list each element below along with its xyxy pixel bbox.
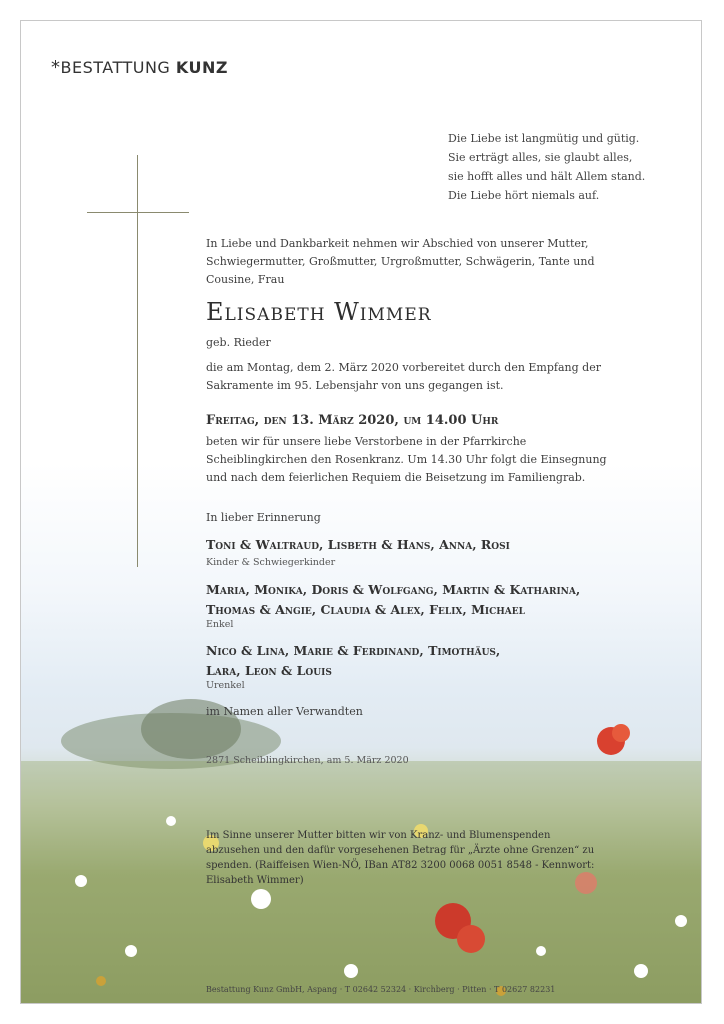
quote-line: Sie erträgt alles, sie glaubt alles, [448,151,633,164]
relatives-line: im Namen aller Verwandten [206,705,363,718]
footer-contact: Bestattung Kunz GmbH, Aspang · T 02642 52324 · Kirchberg · Pitten · T 02627 82231 [206,985,556,994]
mourner-relation: Enkel [206,619,234,630]
mourner-relation: Urenkel [206,680,245,691]
donation-note: Im Sinne unserer Mutter bitten wir von Kranz- und Blumenspenden abzusehen und den dafür vorgesehenen Betrag für „Ärzte ohne Grenzen“ zu spenden. (Raiffeisen Wien-NÖ, IBan AT82 3200 0068 0051 8548 - Kennwort: Elisabeth Wimmer) [206,830,595,886]
quote-line: Die Liebe hört niemals auf. [448,189,600,202]
memory-label: In lieber Erinnerung [206,511,321,524]
passing-text: die am Montag, dem 2. März 2020 vorbereitet durch den Empfang der Sakramente im 95. Lebensjahr von uns gegangen ist. [206,361,601,392]
service-date: Freitag, den 13. März 2020, um 14.00 Uhr [206,413,499,428]
intro-text: In Liebe und Dankbarkeit nehmen wir Abschied von unserer Mutter, Schwiegermutter, Großmutter, Urgroßmutter, Schwägerin, Tante und Cousine, Frau [206,237,595,286]
funeral-home-logo: *BESTATTUNG KUNZ [51,57,229,78]
place-date: 2871 Scheiblingkirchen, am 5. März 2020 [206,755,409,766]
mourner-group-children: Toni & Waltraud, Lisbeth & Hans, Anna, Rosi [206,537,510,552]
cross-icon [137,155,138,567]
mourner-relation: Kinder & Schwiegerkinder [206,557,336,568]
bible-quote [448,129,645,205]
service-text: beten wir für unsere liebe Verstorbene in der Pfarrkirche Scheiblingkirchen den Rosenkranz. Um 14.30 Uhr folgt die Einsegnung und nach dem feierlichen Requiem die Beisetzung im Familiengrab. [206,435,607,484]
maiden-name: geb. Rieder [206,336,271,349]
deceased-name: Elisabeth Wimmer [206,298,432,326]
quote-line: sie hofft alles und hält Allem stand. [448,170,646,183]
cross-icon-bar [87,212,189,213]
quote-line: Die Liebe ist langmütig und gütig. [448,132,640,145]
mourner-group-great-grandchildren: Nico & Lina, Marie & Ferdinand, Timothäus, Lara, Leon & Louis [206,643,501,678]
mourner-group-grandchildren: Maria, Monika, Doris & Wolfgang, Martin & Katharina, Thomas & Angie, Claudia & Alex, Felix, Michael [206,582,581,617]
